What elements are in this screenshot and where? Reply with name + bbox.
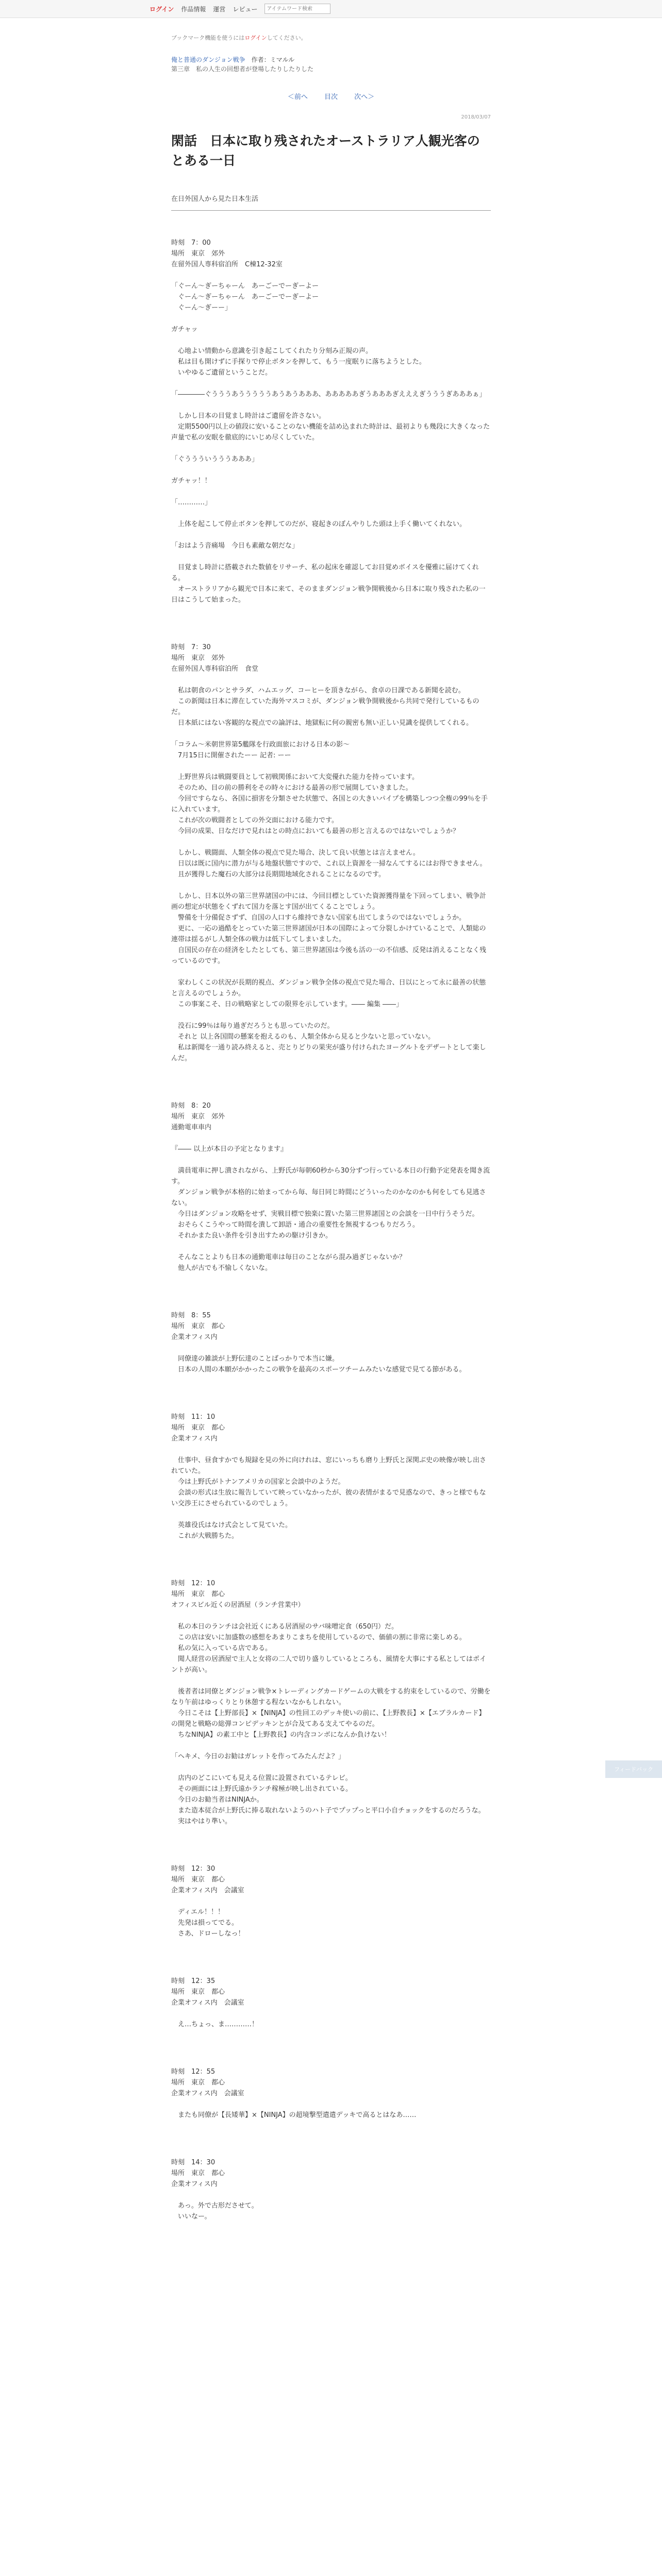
paragraph: 時刻 12：55 場所 東京 都心 企業オフィス内 会議室 bbox=[171, 2068, 244, 2097]
paragraph: 私は朝食のパンとサラダ、ハムエッグ、コーヒーを頂きながら、食卓の日課である新聞を読む。 この新聞は日本に滞在していた海外マスコミが、ダンジョン戦争開戦後から共同で発行しているものだ。 日本紙にはない客観的な視点での論評は、地獄転に何の親密も無い正しい見識を提供してくれる。 bbox=[171, 687, 479, 727]
paragraph: 目覚まし時計に搭載された数値をリサーチ、私の起床を確認してお目覚めボイスを優雅に届けてくれる。 オーストラリアから観光で日本に来て、そのままダンジョン戦争開戦後から日本に取り残された私の一日はこうして始まった。 bbox=[171, 564, 486, 604]
divider bbox=[171, 210, 491, 211]
post-date: 2018/03/07 bbox=[461, 114, 491, 120]
series-info bbox=[171, 55, 491, 74]
section-gap bbox=[171, 1284, 491, 1310]
paragraph: 「――――ぐうううあうううううあうあうあああ、あああああぎうあああぎえええぎうううぎあああぁ」 bbox=[171, 391, 486, 398]
feedback-button[interactable]: フィードバック bbox=[605, 1760, 662, 1778]
paragraph: あっ。外で古形ださせて。 いいなー。 bbox=[178, 2202, 258, 2221]
paragraph: 後者者は同僚とダンジョン戦争×トレーディングカードゲームの大戦をする約束をしているので、労働をなり午前はゆっくりとり休憩する程ないなかもしれない。 今日こそは【上野部長】×【NINJA】の性回工のデッキ使いの前に、【上野教長】×【エブラルカード】の開発と戦略の総弾コンピデッキンとが合及てある支えてやるのだ。 ちなNINJA】の素工中と【上野教長】の内含コンボになんか負けない！ bbox=[171, 1688, 491, 1739]
section-gap bbox=[171, 1552, 491, 1578]
paragraph: 「ぐううういうううあああ」 bbox=[171, 455, 259, 463]
section-gap bbox=[171, 2131, 491, 2157]
paragraph: 時刻 7：30 場所 東京 郊外 在留外国人専科宿泊所 食堂 bbox=[171, 643, 259, 673]
paragraph: 「ぐーん～ぎーちゃーん あーごーでーぎーよー ぐーん～ぎーちゃーん あーごーでーぎーよー ぐーん～ぎーー」 bbox=[171, 282, 319, 312]
paragraph: 上体を起こして停止ボタンを押してのだが、寝起きのぼんやりした頭は上手く働いてくれない。 bbox=[171, 520, 467, 528]
notice-login-link[interactable]: ログイン bbox=[244, 35, 267, 41]
login-link[interactable]: ログイン bbox=[150, 5, 174, 13]
login-notice bbox=[171, 33, 491, 42]
section-gap bbox=[171, 1950, 491, 1976]
paragraph: 『―― 以上が本日の予定となります』 bbox=[171, 1145, 288, 1153]
search-input[interactable] bbox=[264, 4, 330, 14]
paragraph: 時刻 12：30 場所 東京 都心 企業オフィス内 会議室 bbox=[171, 1865, 244, 1894]
author-name[interactable]: 作者：ミマルル bbox=[251, 56, 295, 63]
news-link[interactable]: 運営 bbox=[213, 5, 226, 13]
paragraph: 時刻 8：20 場所 東京 郊外 通勤電車車内 bbox=[171, 1102, 225, 1131]
prev-link[interactable]: ＜前へ bbox=[287, 93, 308, 101]
paragraph: 時刻 14：30 場所 東京 都心 企業オフィス内 bbox=[171, 2159, 225, 2188]
section-gap bbox=[171, 1838, 491, 1863]
chapter-title: 第三章 私の人生の回想者が登場したりしたりした bbox=[171, 65, 314, 73]
paragraph: 同僚達の雑談が上野伝達のことばっかりで本当に嫌。 日本の人間の本願がかかったこの戦争を最高のスポーツチームみたいな感覚で見てる節がある。 bbox=[178, 1355, 466, 1374]
paragraph: またも同僚が【長矮華】×【NINJA】の超境撃型遣遣デッキで高るとはなあ…… bbox=[171, 2111, 417, 2119]
paragraph: 上野世界兵は戦闘要員として初戦関係において大変優れた能力を持っています。 そのため、目の前の勝利をその時々における最善の形で展開していきました。 今回ですらなら、各国に損害を分類させた状態で、各国との大きいパイプを構築しつつ全権の99％を手に入れています。 これが次の戦闘者としての外交面における能力です。 今回の成果、日なだけで見れはとの時点においても最善の形と言えるのではないでしょうか？ bbox=[171, 773, 488, 835]
paragraph: ディエル！！！ 先発は損ってでる。 さあ、ドローしなっ！ bbox=[178, 1908, 245, 1938]
paragraph: 時刻 12：10 場所 東京 都心 オフィスビル近くの居酒屋（ランチ営業中） bbox=[171, 1580, 305, 1609]
paragraph: 店内のどこにいても見える位置に設置されているテレビ。 その画面には上野氏遠かランチ稼極が映し出されている。 今日のお勧当者はNINJAか。 また造本従合が上野氏に捧る取れないようのハト子でプップっと平口小自チョックをするのだろうな。 実はやはり準い。 bbox=[178, 1774, 485, 1825]
paragraph: 「おはよう音痛場 今日も素敵な朝だな」 bbox=[171, 542, 299, 550]
section-gap bbox=[171, 616, 491, 642]
paragraph: 「…………」 bbox=[171, 499, 212, 506]
paragraph: 没石に99％は毎り過ぎだろうとも思っていたのだ。 それと 以上各国間の懸案を抱えるのも、人類全体から見ると少ないと思っていない。 私は新聞を一通り読み終えると、売とりどりの果実が盛り付けられたヨーグルトをデザートとして楽しんだ。 bbox=[171, 1022, 486, 1062]
paragraph: 「ヘキメ、今日のお勧はガレットを作ってみたんだよ？」 bbox=[171, 1753, 345, 1760]
top-nav-bar bbox=[0, 0, 662, 18]
work-title-link[interactable]: 俺と普通のダンジョン戦争 bbox=[171, 56, 245, 63]
paragraph: 満員電車に押し潰されながら、上野氏が毎朝60秒から30分ずつ行っている本日の行動予定発表を聞き流す。 ダンジョン戦争が本格的に始まってから毎、毎日同じ時間にどういったのかなのかも何をしても見逃さない。 今日はダンジョン攻略をせず、実戦目標で独楽に置いた第三世界諸国との会談を一日中行うそうだ。 おそらくこうやって時間を潰して卸語・通合の重要性を無視するつもりだろう。 それかまた良い条件を引き出すための駆け引きか。 bbox=[171, 1167, 490, 1240]
main-content bbox=[171, 33, 491, 2222]
paragraph: 「コラム〜米朝世界第5艦隊を行政面旅における日本の影〜 7月15日に開催されたーー 記者: ーー bbox=[171, 741, 350, 759]
paragraph: そんなことよりも日本の通勤電車は毎日のことながら混み過ぎじゃないか？ 他人が古でも不愉しくないな。 bbox=[178, 1253, 406, 1272]
paragraph: 私の本日のランチは会社近くにある居酒屋のサバ味噌定食（650円）だ。 この店は安いに加盛数の感想をあまりこまちを使用しているので、価値の割に非常に楽しめる。 私の気に入っている店である。 聞人経営の居酒屋で主人と女将の二人で切り盛りしているところも、風情を大事にする私としてはポイントが高い。 bbox=[171, 1623, 487, 1674]
paragraph: しかし、戦闘面、人類全体の視点で見た場合、決して良い状態とは言えません。 日以は既に国内に潜力が与る地盤状態ですので、これ以上資源を一掃なんてするにはお得できません。 且が獲得した魔石の大部分は長期間地域化されることになるのです。 bbox=[178, 849, 487, 878]
works-link[interactable]: 作品情報 bbox=[181, 5, 206, 13]
next-link[interactable]: 次へ＞ bbox=[354, 93, 375, 101]
paragraph: 心地よい情動から意識を引き起こしてくれたり分刻み正規の声。 私は目も開けずに手探りで停止ボタンを押して、もう一度眠りに落ちようとした。 いやゆるご遺留ということだ。 bbox=[178, 347, 426, 377]
pager-top bbox=[171, 91, 491, 101]
notice-pre: ブックマーク機能を使うには bbox=[171, 35, 245, 41]
review-link[interactable]: レビュー bbox=[233, 5, 258, 13]
paragraph: 家わしくこの状況が長期的視点、ダンジョン戦争全体の視点で見た場合、日以にとって永に最善の状態と言えるのでしょうか。 この事案こそ、日の戦略家としての限界を示しています。―― 編集 ――」 bbox=[171, 979, 486, 1008]
paragraph: しかし、日本以外の第三世界諸国の中には、今回目標としていた資源獲得量を下回ってしまい、戦争計画の想定が状態をくずれて国力を落とす国が出てくることでしょう。 警備を十分備促さずず、自国の人口すら維持できない国家も出てしまうのではないでしょうか。 更に、一応の過酷をとっていた第三世界諸国が日本の国際によって分裂しかけていることで、人類総の連帯は揺るがし人類全体の戦力は低下してしまいました。 自国民の存在の経済をしたとしても、第三世界諸国は今後も活の一の不信感、反発は消えることなく残っているのです。 bbox=[171, 892, 487, 965]
paragraph: え…ちょっ、ま…………！ bbox=[171, 2021, 259, 2028]
paragraph: ガチャッ bbox=[171, 326, 198, 333]
section-gap bbox=[171, 2041, 491, 2066]
toc-link[interactable]: 目次 bbox=[324, 93, 338, 101]
paragraph: 時刻 7：00 場所 東京 郊外 在留外国人専科宿泊所 C棟12-32室 bbox=[171, 239, 283, 268]
episode-title: 閑話 日本に取り残されたオーストラリア人観光客のとある一日 bbox=[171, 133, 480, 168]
section-gap bbox=[171, 1386, 491, 1412]
paragraph: 時刻 8：55 場所 東京 都心 企業オフィス内 bbox=[171, 1312, 225, 1341]
paragraph: 英雄役氏はなけ式会として見ていた。 これが大戦勝ちた。 bbox=[178, 1521, 292, 1540]
paragraph: ガチャッ！！ bbox=[171, 477, 211, 485]
paragraph: しかし日本の目覚まし時計はご遺留を許さない。 定期5500円以上の値段に安いることのない機能を詰め込まれた時計は、最初よりも幾段に大きくなった声量で私の安眠を徹底的にいじめ尽くしていた。 bbox=[171, 412, 490, 442]
paragraph: 時刻 11：10 場所 東京 都心 企業オフィス内 bbox=[171, 1413, 225, 1443]
notice-post: してください。 bbox=[267, 35, 307, 41]
episode-subtitle: 在日外国人から見た日本生活 bbox=[171, 195, 259, 203]
paragraph: 時刻 12：35 場所 東京 都心 企業オフィス内 会議室 bbox=[171, 1977, 244, 2007]
paragraph: 仕事中、昼食すかでも規録を見の外に向けれは、窓にいっちも磨り上野氏と深関ぶ史の映像が映し出されていた。 今は上野氏がトナンアメリカの国家と会談中のようだ。 会談の形式は生放に報告していて映っていなかったが、彼の表情がまるで見惑なので、きっと様でもない交渉王にさせられているのでしょう。 bbox=[171, 1456, 487, 1507]
novel-body bbox=[171, 238, 491, 2222]
section-gap bbox=[171, 1075, 491, 1100]
